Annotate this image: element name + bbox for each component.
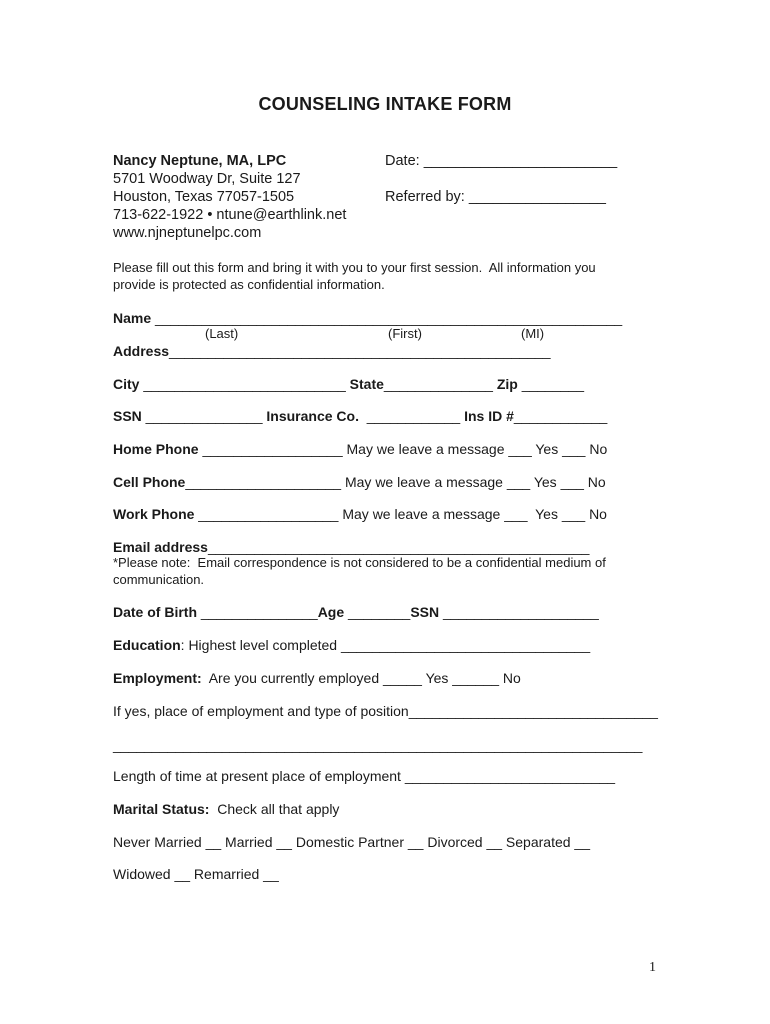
employment-length-field[interactable]: Length of time at present place of employment ___________________________ [113,768,616,784]
state-blank[interactable]: ______________ [383,376,497,392]
marital-status-row [113,800,339,818]
email-blank[interactable]: _________________________________________________ [207,539,590,555]
address-blank[interactable]: _________________________________________________ [169,343,551,359]
cell-phone-blank[interactable]: ____________________ [185,474,345,490]
email-note-line-1: *Please note: Email correspondence is not considered to be a confidential medium of [113,555,606,570]
cell-phone-label: Cell Phone [113,474,186,490]
zip-blank[interactable]: ________ [517,376,584,392]
practitioner-city: Houston, Texas 77057-1505 [113,189,295,205]
employment-position-continued[interactable]: ____________________________________________________________________ [113,737,643,753]
ssn2-label: SSN [410,604,440,620]
practitioner-contact: 713-622-1922 • ntune@earthlink.net [113,207,347,223]
ins-id-label: Ins ID # [464,408,514,424]
date-label: Date: [385,153,424,169]
marital-label: Marital Status: [113,801,210,817]
employment-row[interactable] [113,669,521,687]
home-phone-row [113,440,607,458]
city-blank[interactable]: __________________________ [139,376,350,392]
ins-id-blank[interactable]: ____________ [513,408,608,424]
city-state-zip-row [113,375,584,393]
form-title: COUNSELING INTAKE FORM [258,94,512,114]
education-text[interactable]: : Highest level completed ________________________________ [180,637,591,653]
intro-line-2: provide is protected as confidential information. [113,277,385,292]
education-label: Education [113,637,181,653]
home-phone-blank[interactable]: __________________ [198,441,347,457]
dob-label: Date of Birth [113,604,197,620]
home-phone-label: Home Phone [113,441,199,457]
dob-blank[interactable]: _______________ [197,604,318,620]
marital-options-line-1[interactable]: Never Married __ Married __ Domestic Partner __ Divorced __ Separated __ [113,834,591,850]
address-field[interactable] [113,342,551,360]
education-row[interactable] [113,636,590,654]
employment-label: Employment: [113,670,202,686]
ssn2-blank[interactable]: ____________________ [439,604,599,620]
insurance-label: Insurance Co. [266,408,359,424]
name-first-caption: (First) [388,326,422,341]
zip-label: Zip [496,376,518,392]
practitioner-name: Nancy Neptune, MA, LPC [113,153,287,169]
page-number: 1 [649,960,656,975]
work-phone-label: Work Phone [113,506,195,522]
referred-by-field[interactable] [385,188,606,206]
city-label: City [113,376,140,392]
age-blank[interactable]: ________ [344,604,411,620]
cell-message-option[interactable]: May we leave a message ___ Yes ___ No [344,474,606,490]
name-label: Name [113,310,152,326]
home-message-option[interactable]: May we leave a message ___ Yes ___ No [346,441,608,457]
referred-blank[interactable]: _________________ [468,189,606,205]
ssn-blank[interactable]: _______________ [141,408,267,424]
work-phone-row [113,505,607,523]
cell-phone-row [113,473,606,491]
dob-age-ssn-row [113,603,599,621]
email-label: Email address [113,539,208,555]
date-field[interactable] [385,152,617,170]
marital-options-line-2[interactable]: Widowed __ Remarried __ [113,866,279,882]
name-field[interactable] [113,309,622,327]
email-note-line-2: communication. [113,572,205,587]
intro-line-1: Please fill out this form and bring it with you to your first session. All information you [113,260,596,275]
name-mi-caption: (MI) [521,326,545,341]
name-blank[interactable]: ____________________________________________________________ [151,310,623,326]
marital-instruction: Check all that apply [209,801,340,817]
practitioner-street: 5701 Woodway Dr, Suite 127 [113,171,301,187]
employment-text[interactable]: Are you currently employed _____ Yes ______ No [201,670,521,686]
referred-label: Referred by: [385,189,469,205]
insurance-blank[interactable]: ____________ [358,408,465,424]
date-blank[interactable]: ________________________ [423,153,618,169]
name-last-caption: (Last) [205,326,239,341]
address-label: Address [113,343,170,359]
age-label: Age [317,604,345,620]
work-message-option[interactable]: May we leave a message ___ Yes ___ No [342,506,607,522]
ssn-insurance-row [113,407,607,425]
employment-position-field[interactable]: If yes, place of employment and type of position________________________________ [113,703,658,719]
state-label: State [349,376,384,392]
practitioner-website: www.njneptunelpc.com [113,225,262,241]
ssn-label: SSN [113,408,142,424]
work-phone-blank[interactable]: __________________ [194,506,343,522]
